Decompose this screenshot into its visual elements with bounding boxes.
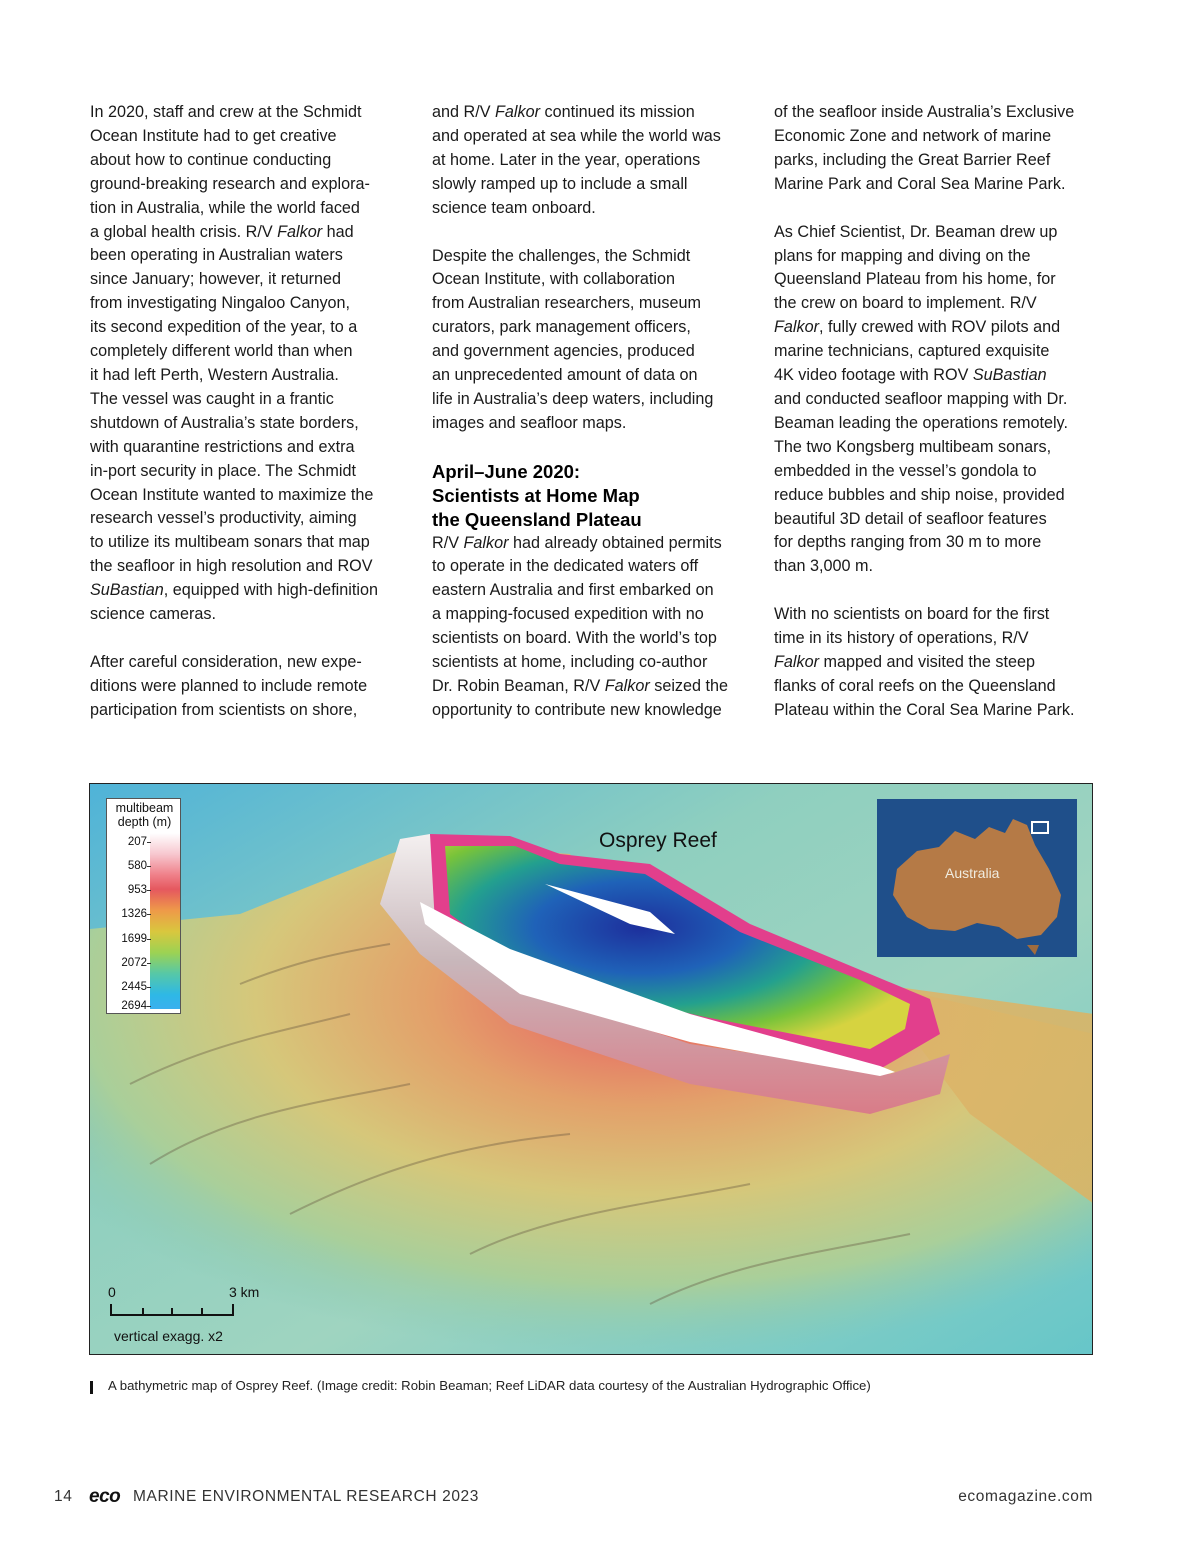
legend-colorbar — [150, 833, 180, 1009]
text-line: eastern Australia and first embarked on — [432, 581, 714, 600]
text-line: embedded in the vessel’s gondola to — [774, 461, 1037, 480]
text-line — [774, 651, 1098, 675]
text-run: continued its mission — [539, 103, 695, 121]
heading-line: Scientists at Home Map — [432, 484, 640, 506]
reef-title: Osprey Reef — [599, 829, 717, 852]
text-line: the seafloor in high resolution and ROV — [90, 557, 373, 576]
text-line: scientists at home, including co-author — [432, 653, 708, 672]
text-line: since January; however, it returned — [90, 270, 342, 289]
text-line: slowly ramped up to include a small — [432, 174, 688, 193]
scale-start-label: 0 — [108, 1284, 116, 1300]
tasmania — [1027, 945, 1039, 955]
text-line: in-port security in place. The Schmidt — [90, 461, 357, 480]
vessel-name: Falkor — [604, 676, 650, 695]
text-line: scientists on board. With the world’s top — [432, 629, 717, 648]
text-line: research vessel’s productivity, aiming — [90, 509, 357, 528]
text-run: seized the — [649, 676, 729, 695]
scale-line — [110, 1304, 240, 1316]
page-number: 14 — [54, 1488, 73, 1505]
caption-marker — [90, 1381, 93, 1394]
text-line: tion in Australia, while the world faced — [90, 198, 360, 217]
paragraph — [90, 651, 408, 723]
legend-tick: 580 — [111, 860, 147, 872]
text-line: to operate in the dedicated waters off — [432, 557, 699, 576]
text-line: curators, park management officers, — [432, 318, 691, 337]
text-line: science team onboard. — [432, 198, 596, 217]
text-line: plans for mapping and diving on the — [774, 246, 1031, 265]
text-line: With no scientists on board for the first — [774, 605, 1050, 624]
text-line: reduce bubbles and ship noise, provided — [774, 485, 1065, 504]
text-line: parks, including the Great Barrier Reef — [774, 150, 1051, 169]
inset-label: Australia — [945, 865, 1000, 881]
text-run: 4K video footage with ROV — [774, 366, 973, 385]
text-run: had already obtained permits — [508, 533, 722, 552]
vessel-name: Falkor — [495, 103, 540, 121]
text-column-2 — [432, 101, 752, 723]
text-line: Ocean Institute, with collaboration — [432, 270, 675, 289]
text-line: from Australian researchers, museum — [432, 294, 701, 313]
vessel-name: Falkor — [774, 653, 819, 672]
text-run: had — [322, 222, 354, 241]
text-line: participation from scientists on shore, — [90, 700, 358, 719]
text-line: at home. Later in the year, operations — [432, 150, 701, 169]
text-line — [774, 364, 1098, 388]
text-line — [432, 532, 752, 556]
legend-title-line: depth (m) — [117, 815, 172, 829]
paragraph — [90, 101, 408, 627]
legend-tick: 2445 — [111, 981, 147, 993]
caption-text: A bathymetric map of Osprey Reef. (Image credit: Robin Beaman; Reef LiDAR data courtesy of the Australian Hydrographic Office) — [108, 1378, 871, 1393]
scale-ticks — [111, 1304, 233, 1315]
text-line: of the seafloor inside Australia’s Exclusive — [774, 103, 1075, 121]
paragraph — [774, 221, 1098, 580]
australia-inset-map — [877, 799, 1077, 957]
legend-tick: 1326 — [111, 908, 147, 920]
scale-bar — [108, 1284, 308, 1349]
text-line: a mapping-focused expedition with no — [432, 605, 704, 624]
publication-title: MARINE ENVIRONMENTAL RESEARCH 2023 — [133, 1488, 479, 1505]
heading-line: the Queensland Plateau — [432, 508, 642, 530]
legend-tick: 953 — [111, 884, 147, 896]
text-line: ground-breaking research and explora- — [90, 174, 370, 193]
scale-end-label: 3 km — [229, 1284, 260, 1300]
text-run: Dr. Robin Beaman, R/V — [432, 676, 605, 695]
vessel-name: Falkor — [277, 222, 323, 241]
text-line: than 3,000 m. — [774, 557, 873, 576]
text-line: an unprecedented amount of data on — [432, 366, 698, 385]
text-line: The vessel was caught in a frantic — [90, 389, 334, 408]
text-line: images and seafloor maps. — [432, 413, 627, 432]
text-run: , equipped with high-definition — [163, 581, 378, 600]
text-line: Beaman leading the operations remotely. — [774, 413, 1068, 432]
location-marker — [1031, 821, 1049, 834]
text-line: ditions were planned to include remote — [90, 676, 368, 695]
rov-name: SuBastian — [90, 581, 164, 600]
legend-tick: 2072 — [111, 957, 147, 969]
text-line: for depths ranging from 30 m to more — [774, 533, 1042, 552]
text-line: Ocean Institute had to get creative — [90, 126, 337, 145]
text-line: it had left Perth, Western Australia. — [90, 365, 339, 384]
text-line: to utilize its multibeam sonars that map — [90, 533, 370, 552]
paragraph — [432, 101, 752, 221]
text-line: completely different world than when — [90, 342, 353, 361]
text-line: Economic Zone and network of marine — [774, 126, 1052, 145]
rov-name: SuBastian — [972, 366, 1047, 385]
text-line: life in Australia’s deep waters, including — [432, 389, 714, 408]
text-run: mapped and visited the steep — [818, 653, 1035, 672]
page-footer — [0, 1488, 1200, 1510]
legend-tick: 207 — [111, 836, 147, 848]
text-line: science cameras. — [90, 605, 216, 624]
text-line — [774, 316, 1098, 340]
text-line: Plateau within the Coral Sea Marine Park. — [774, 700, 1075, 719]
legend-tick: 2694 — [111, 1000, 147, 1012]
text-line: with quarantine restrictions and extra — [90, 437, 355, 456]
text-line: the crew on board to implement. R/V — [774, 294, 1037, 313]
text-line — [90, 221, 408, 245]
text-line: In 2020, staff and crew at the Schmidt — [90, 103, 362, 121]
text-line: shutdown of Australia’s state borders, — [90, 413, 359, 432]
paragraph — [774, 603, 1098, 723]
legend-title-line: multibeam — [115, 801, 174, 815]
text-line: and conducted seafloor mapping with Dr. — [774, 389, 1068, 408]
text-line: Marine Park and Coral Sea Marine Park. — [774, 174, 1066, 193]
text-line: been operating in Australian waters — [90, 246, 343, 265]
text-line — [432, 101, 752, 125]
text-line: Ocean Institute wanted to maximize the — [90, 485, 374, 504]
paragraph — [774, 101, 1098, 197]
text-column-3 — [774, 101, 1098, 723]
text-line: The two Kongsberg multibeam sonars, — [774, 437, 1052, 456]
bathymetric-map-figure — [89, 783, 1093, 1355]
text-line: After careful consideration, new expe- — [90, 652, 362, 671]
text-line: its second expedition of the year, to a — [90, 318, 358, 337]
text-line: and operated at sea while the world was — [432, 126, 721, 145]
depth-legend — [106, 798, 181, 1014]
paragraph — [432, 532, 752, 723]
text-line: and government agencies, produced — [432, 342, 695, 361]
legend-tick: 1699 — [111, 933, 147, 945]
text-line: about how to continue conducting — [90, 150, 332, 169]
text-line: beautiful 3D detail of seafloor features — [774, 509, 1047, 528]
text-line: from investigating Ningaloo Canyon, — [90, 294, 351, 313]
text-line: opportunity to contribute new knowledge — [432, 700, 722, 719]
text-run: and R/V — [432, 103, 495, 121]
text-line: time in its history of operations, R/V — [774, 629, 1029, 648]
text-line — [90, 579, 408, 603]
text-run: , fully crewed with ROV pilots and — [818, 318, 1061, 337]
text-line: Despite the challenges, the Schmidt — [432, 246, 691, 265]
text-column-1 — [90, 101, 408, 723]
text-line — [432, 675, 752, 699]
eco-logo: eco — [89, 1486, 121, 1507]
text-line: As Chief Scientist, Dr. Beaman drew up — [774, 222, 1058, 241]
vertical-exaggeration-note: vertical exagg. x2 — [114, 1328, 223, 1344]
legend-title — [107, 801, 182, 829]
text-line: Queensland Plateau from his home, for — [774, 270, 1056, 289]
vessel-name: Falkor — [463, 533, 509, 552]
text-run: R/V — [432, 533, 464, 552]
text-line: marine technicians, captured exquisite — [774, 342, 1050, 361]
text-run: a global health crisis. R/V — [90, 222, 278, 241]
text-line: flanks of coral reefs on the Queensland — [774, 676, 1056, 695]
website-link[interactable]: ecomagazine.com — [958, 1488, 1093, 1505]
section-heading — [432, 460, 752, 532]
vessel-name: Falkor — [774, 318, 819, 337]
paragraph — [432, 245, 752, 436]
heading-line: April–June 2020: — [432, 460, 581, 482]
